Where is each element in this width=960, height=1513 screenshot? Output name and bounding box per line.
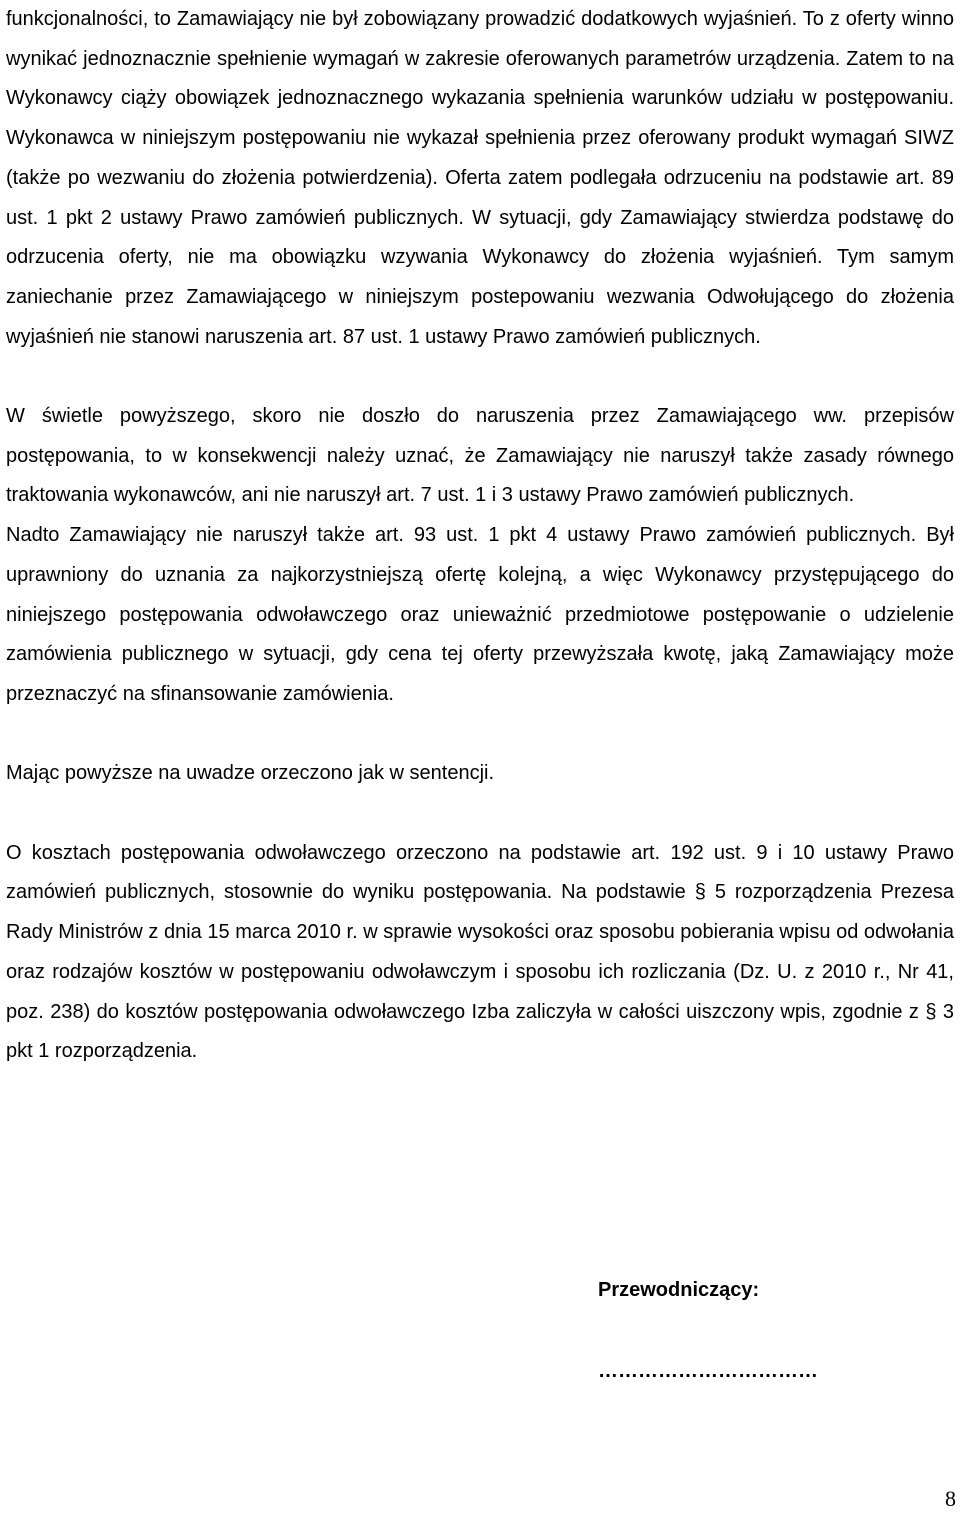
document-body	[6, 0, 954, 1072]
signature-title: Przewodniczący:	[598, 1279, 760, 1301]
paragraph-equal-treatment: W świetle powyższego, skoro nie doszło do naruszenia przez Zamawiającego ww. przepisów postępowania, to w konsekwencji należy uznać, że Zamawiający nie naruszył także zasady równego traktowania wykonawców, ani nie naruszył art. 7 ust. 1 i 3 ustawy Prawo zamówień publicznych.	[6, 405, 954, 507]
paragraph-ruling: Mając powyższe na uwadze orzeczono jak w sentencji.	[6, 762, 495, 785]
paragraph-spacer	[6, 357, 954, 397]
paragraph-spacer	[6, 715, 954, 755]
paragraph-spacer	[6, 794, 954, 834]
paragraph-offer-rejection: funkcjonalności, to Zamawiający nie był zobowiązany prowadzić dodatkowych wyjaśnień. To z oferty winno wynikać jednoznacznie spełnienie wymagań w zakresie oferowanych parametrów urządzenia. Zatem to na Wykonawcy ciąży obowiązek jednoznacznego wykazania spełnienia warunków udziału w postępowaniu. Wykonawca w niniejszym postępowaniu nie wykazał spełnienia przez oferowany produkt wymagań SIWZ (także po wezwaniu do złożenia potwierdzenia). Oferta zatem podlegała odrzuceniu na podstawie art. 89 ust. 1 pkt 2 ustawy Prawo zamówień publicznych. W sytuacji, gdy Zamawiający stwierdza podstawę do odrzucenia oferty, nie ma obowiązku wzywania Wykonawcy do złożenia wyjaśnień. Tym samym zaniechanie przez Zamawiającego w niniejszym postepowaniu wezwania Odwołującego do złożenia wyjaśnień nie stanowi naruszenia art. 87 ust. 1 ustawy Prawo zamówień publicznych.	[6, 8, 954, 348]
page-number: 8	[945, 1486, 956, 1511]
signature-line: ……………………………	[598, 1360, 818, 1382]
paragraph-article-93: Nadto Zamawiający nie naruszył także art. 93 ust. 1 pkt 4 ustawy Prawo zamówień publicznych. Był uprawniony do uznania za najkorzystniejszą ofertę kolejną, a więc Wykonawcy przystępującego do niniejszego postępowania odwoławczego oraz unieważnić przedmiotowe postępowanie o udzielenie zamówienia publicznego w sytuacji, gdy cena tej oferty przewyższała kwotę, jaką Zamawiający może przeznaczyć na sfinansowanie zamówienia.	[6, 524, 954, 705]
paragraph-costs: O kosztach postępowania odwoławczego orzeczono na podstawie art. 192 ust. 9 i 10 ustawy Prawo zamówień publicznych, stosownie do wyniku postępowania. Na podstawie § 5 rozporządzenia Prezesa Rady Ministrów z dnia 15 marca 2010 r. w sprawie wysokości oraz sposobu pobierania wpisu od odwołania oraz rodzajów kosztów w postępowaniu odwoławczym i sposobu ich rozliczania (Dz. U. z 2010 r., Nr 41, poz. 238) do kosztów postępowania odwoławczego Izba zaliczyła w całości uiszczony wpis, zgodnie z § 3 pkt 1 rozporządzenia.	[6, 841, 954, 1063]
